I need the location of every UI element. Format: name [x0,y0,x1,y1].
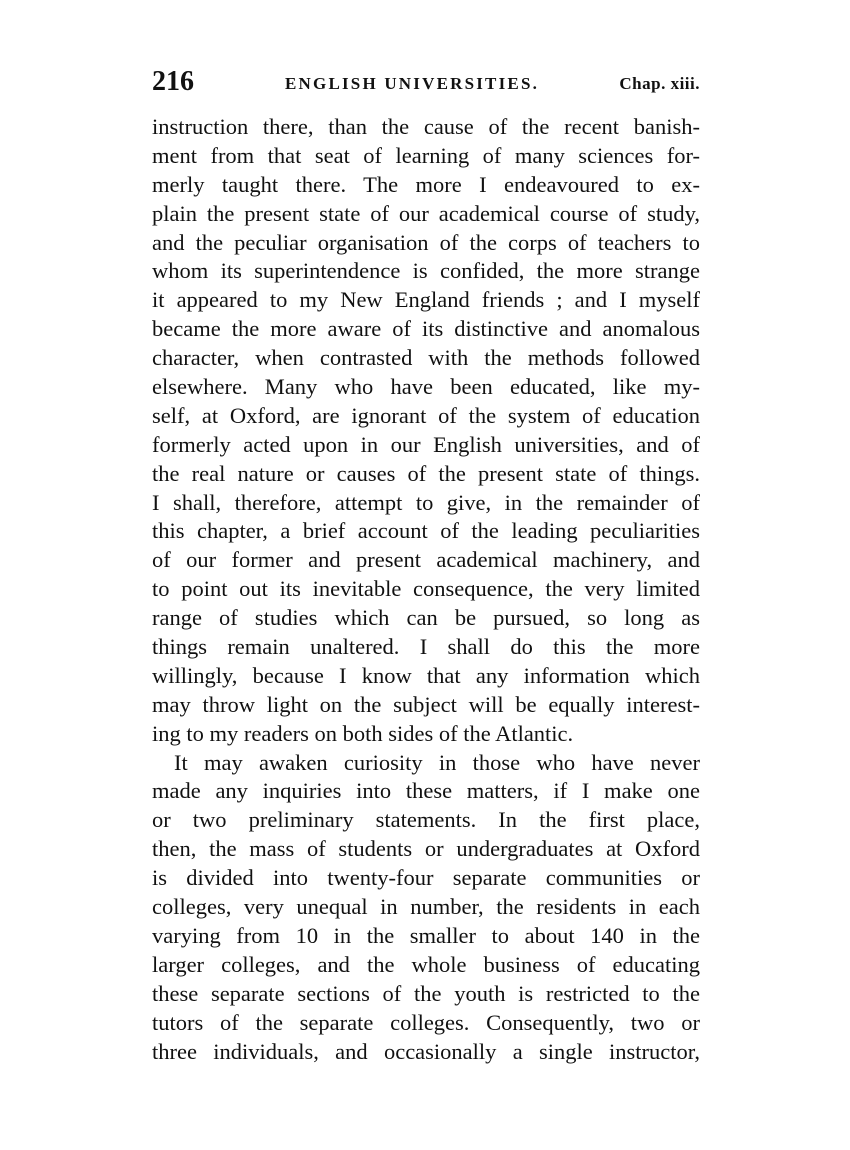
text-line: and the peculiar organisation of the corps of teachers to [152,229,700,255]
text-line: merly taught there. The more I endeavoured to ex- [152,171,700,197]
page-number: 216 [152,66,194,97]
text-line: then, the mass of students or undergraduates at Oxford [152,836,700,862]
text-line: it appeared to my New England friends ; and I myself [152,287,700,313]
text-line: I shall, therefore, attempt to give, in the remainder of [152,489,700,515]
text-line: ment from that seat of learning of many sciences for- [152,142,700,168]
text-line: these separate sections of the youth is restricted to the [152,980,700,1006]
text-line: character, when contrasted with the methods followed [152,345,700,371]
text-line: whom its superintendence is confided, the more strange [152,258,700,284]
text-line: self, at Oxford, are ignorant of the system of education [152,402,700,428]
text-line: willingly, because I know that any information which [152,662,700,688]
text-line: things remain unaltered. I shall do this the more [152,634,700,660]
text-line: colleges, very unequal in number, the residents in each [152,894,700,920]
text-line: to point out its inevitable consequence, the very limited [152,576,700,602]
body-text [152,113,700,1066]
paragraph [152,113,700,749]
chapter-reference: Chap. xiii. [619,74,700,93]
text-line: formerly acted upon in our English universities, and of [152,431,700,457]
text-line: became the more aware of its distinctive and anomalous [152,316,700,342]
text-line: It may awaken curiosity in those who have never [174,749,700,775]
text-line: elsewhere. Many who have been educated, like my- [152,374,700,400]
text-line: ing to my readers on both sides of the Atlantic. [152,720,574,746]
text-line: this chapter, a brief account of the leading peculiarities [152,518,700,544]
text-line: larger colleges, and the whole business of educating [152,951,700,977]
text-line: is divided into twenty-four separate communities or [152,865,700,891]
text-line: the real nature or causes of the present state of things. [152,460,700,486]
text-line: or two preliminary statements. In the first place, [152,807,700,833]
text-line: tutors of the separate colleges. Consequently, two or [152,1009,700,1035]
text-line: made any inquiries into these matters, if I make one [152,778,700,804]
text-line: may throw light on the subject will be equally interest- [152,691,700,717]
text-line: instruction there, than the cause of the recent banish- [152,114,700,139]
running-title: ENGLISH UNIVERSITIES. [285,74,540,93]
text-line: varying from 10 in the smaller to about 140 in the [152,922,700,948]
text-line: three individuals, and occasionally a single instructor, [152,1038,700,1064]
paragraph [152,749,700,1067]
text-line: plain the present state of our academical course of study, [152,200,700,226]
text-line: of our former and present academical machinery, and [152,547,700,573]
running-head [152,66,700,100]
text-line: range of studies which can be pursued, so long as [152,605,700,631]
